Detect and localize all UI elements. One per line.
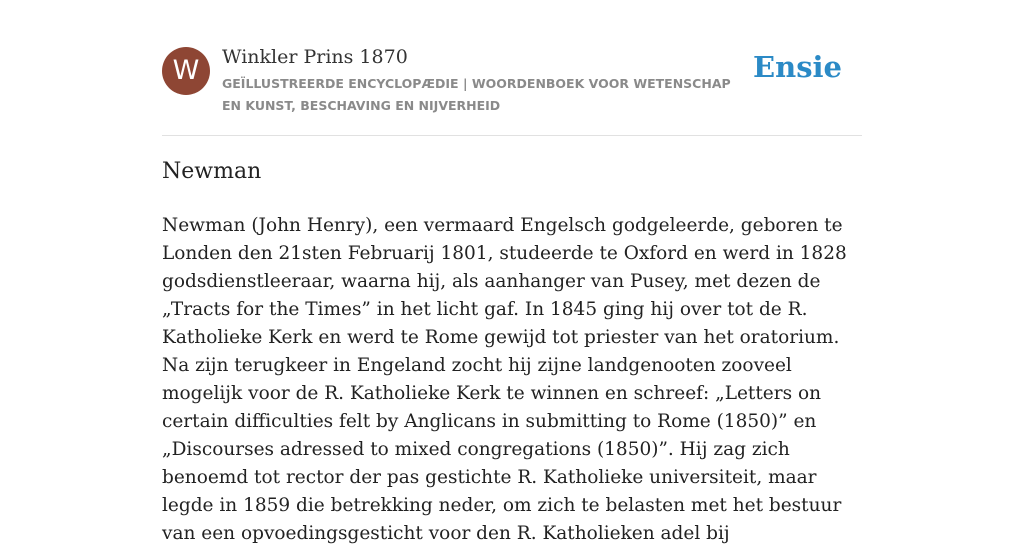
source-avatar[interactable]: W (162, 47, 210, 95)
source-subtitle: GEÏLLUSTREERDE ENCYCLOPÆDIE | WOORDENBOEK VOOR WETENSCHAP EN KUNST, BESCHAVING EN NIJVERHEID (222, 76, 731, 113)
ensie-logo-link[interactable]: Ensie (753, 50, 842, 84)
source-header (162, 44, 862, 136)
source-title[interactable]: Winkler Prins 1870 (222, 46, 408, 68)
entry-title: Newman (162, 159, 262, 184)
entry-body: Newman (John Henry), een vermaard Engelsch godgeleerde, geboren te Londen den 21sten Februarij 1801, studeerde te Oxford en werd in 1828 godsdienstleeraar, waarna hij, als aanhanger van Pusey, met dezen de „Tracts for the Times” in het licht gaf. In 1845 ging hij over tot de R. Katholieke Kerk en werd te Rome gewijd tot priester van het oratorium. Na zijn terugkeer in Engeland zocht hij zijne landgenooten zooveel mogelijk voor de R. Katholieke Kerk te winnen en schreef: „Letters on certain difficulties felt by Anglicans in submitting to Rome (1850)” en „Discourses adressed to mixed congregations (1850)”. Hij zag zich benoemd tot rector der pas gestichte R. Katholieke universiteit, maar legde in 1859 die betrekking neder, om zich te belasten met het bestuur van een opvoedingsgesticht voor den R. Katholieken adel bij (162, 215, 847, 544)
